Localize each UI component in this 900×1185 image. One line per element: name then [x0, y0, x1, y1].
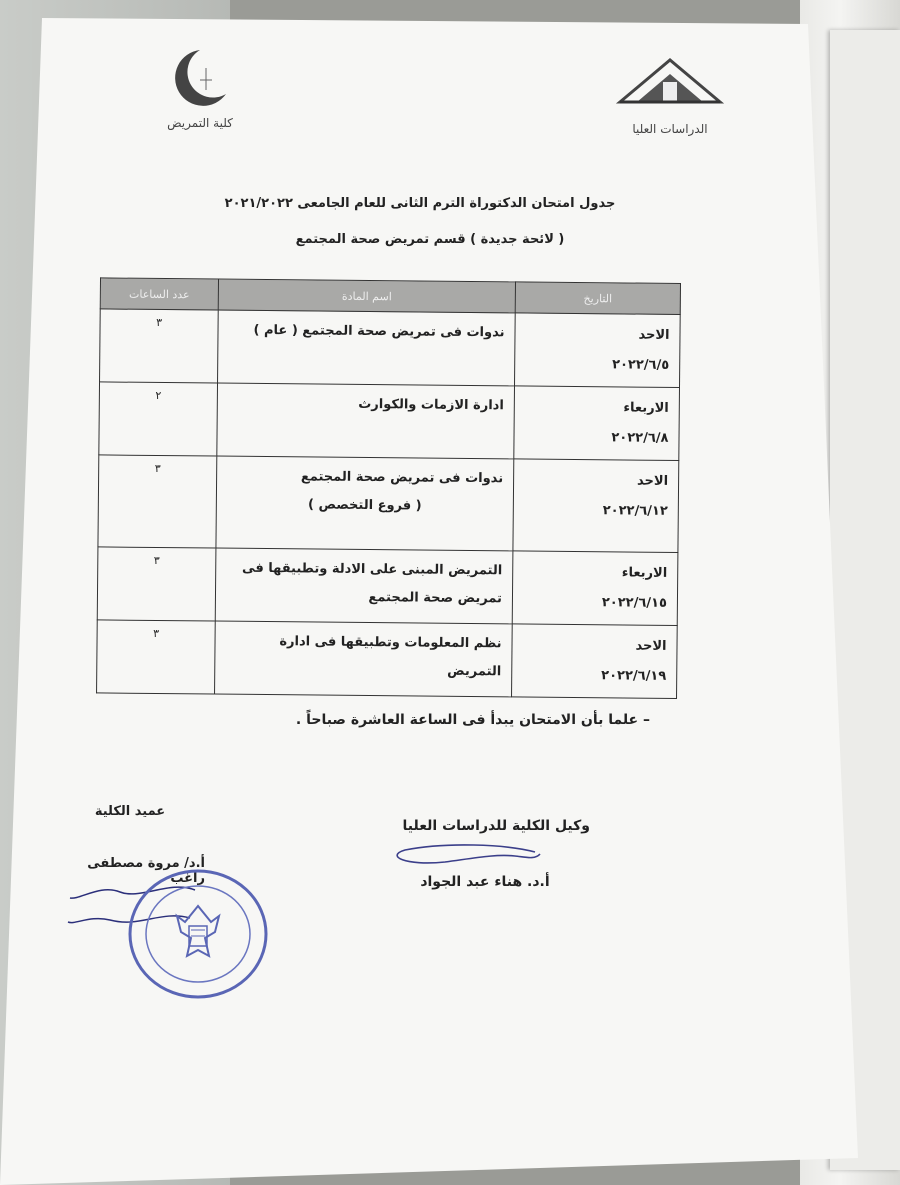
subject-line: نظم المعلومات وتطبيقها فى ادارة التمريض	[279, 634, 502, 680]
vice-dean-title: وكيل الكلية للدراسات العليا	[402, 818, 590, 834]
document-subtitle: ( لائحة جديدة ) قسم تمريض صحة المجتمع	[295, 232, 565, 247]
exam-date: ٢٠٢٢/٦/١٢	[602, 503, 668, 519]
dean-name: أ.د/ مروة مصطفى راغب	[87, 856, 205, 886]
date-cell	[512, 551, 678, 626]
day-name: الاحد	[635, 638, 667, 654]
exam-time-note: – علما بأن الامتحان يبدأ فى الساعة العاشرة صباحاً .	[295, 712, 650, 728]
vice-dean-name: أ.د. هناء عبد الجواد	[420, 874, 550, 890]
subject-line: ( فروع التخصص )	[307, 497, 422, 514]
day-name: الاربعاء	[621, 565, 668, 581]
subject-line: ندوات فى تمريض صحة المجتمع	[300, 469, 504, 487]
hours-cell: ٣	[97, 547, 216, 621]
subject-cell	[215, 621, 513, 697]
table-row	[97, 620, 678, 699]
document-title: جدول امتحان الدكتوراة الترم الثانى للعام الجامعى ٢٠٢١/٢٠٢٢	[224, 196, 616, 211]
subject-line: ادارة الازمات والكوارث	[358, 396, 504, 414]
header-date: التاريخ	[515, 282, 680, 315]
exam-schedule-table	[96, 277, 681, 699]
day-name: الاحد	[637, 473, 669, 489]
exam-date: ٢٠٢٢/٦/١٩	[601, 668, 667, 684]
date-cell	[513, 459, 679, 553]
day-name: الاحد	[638, 327, 670, 343]
subject-line: التمريض المبنى على الادلة وتطبيقها فى	[242, 560, 503, 579]
date-cell	[515, 313, 681, 388]
table-row	[97, 547, 678, 626]
subject-line: تمريض صحة المجتمع	[368, 590, 503, 607]
subject-cell	[217, 383, 515, 459]
date-cell	[514, 386, 680, 461]
subject-line: ندوات فى تمريض صحة المجتمع ( عام )	[253, 322, 505, 341]
left-logo-caption: كلية التمريض	[167, 116, 233, 130]
header-hours: عدد الساعات	[100, 278, 218, 310]
hours-cell: ٣	[100, 309, 219, 383]
right-logo-caption: الدراسات العليا	[632, 122, 708, 136]
table-row	[98, 455, 679, 553]
exam-date: ٢٠٢٢/٦/٨	[611, 430, 669, 446]
dean-title: عميد الكلية	[94, 804, 166, 819]
header-subject: اسم المادة	[218, 279, 515, 313]
hours-cell: ٣	[98, 455, 217, 548]
day-name: الاربعاء	[623, 400, 669, 416]
official-seal-icon	[125, 866, 270, 1001]
hours-cell: ٢	[99, 382, 218, 456]
table-row	[99, 382, 680, 461]
table-row	[100, 309, 681, 388]
vice-dean-signature-icon	[385, 840, 545, 870]
subject-cell	[218, 310, 516, 386]
subject-cell	[215, 548, 513, 624]
date-cell	[512, 624, 678, 699]
exam-date: ٢٠٢٢/٦/١٥	[601, 595, 667, 611]
exam-date: ٢٠٢٢/٦/٥	[612, 357, 670, 373]
university-emblem-icon	[615, 56, 725, 106]
hours-cell: ٣	[97, 620, 216, 694]
subject-cell	[216, 456, 514, 551]
crescent-emblem-icon	[160, 46, 230, 106]
